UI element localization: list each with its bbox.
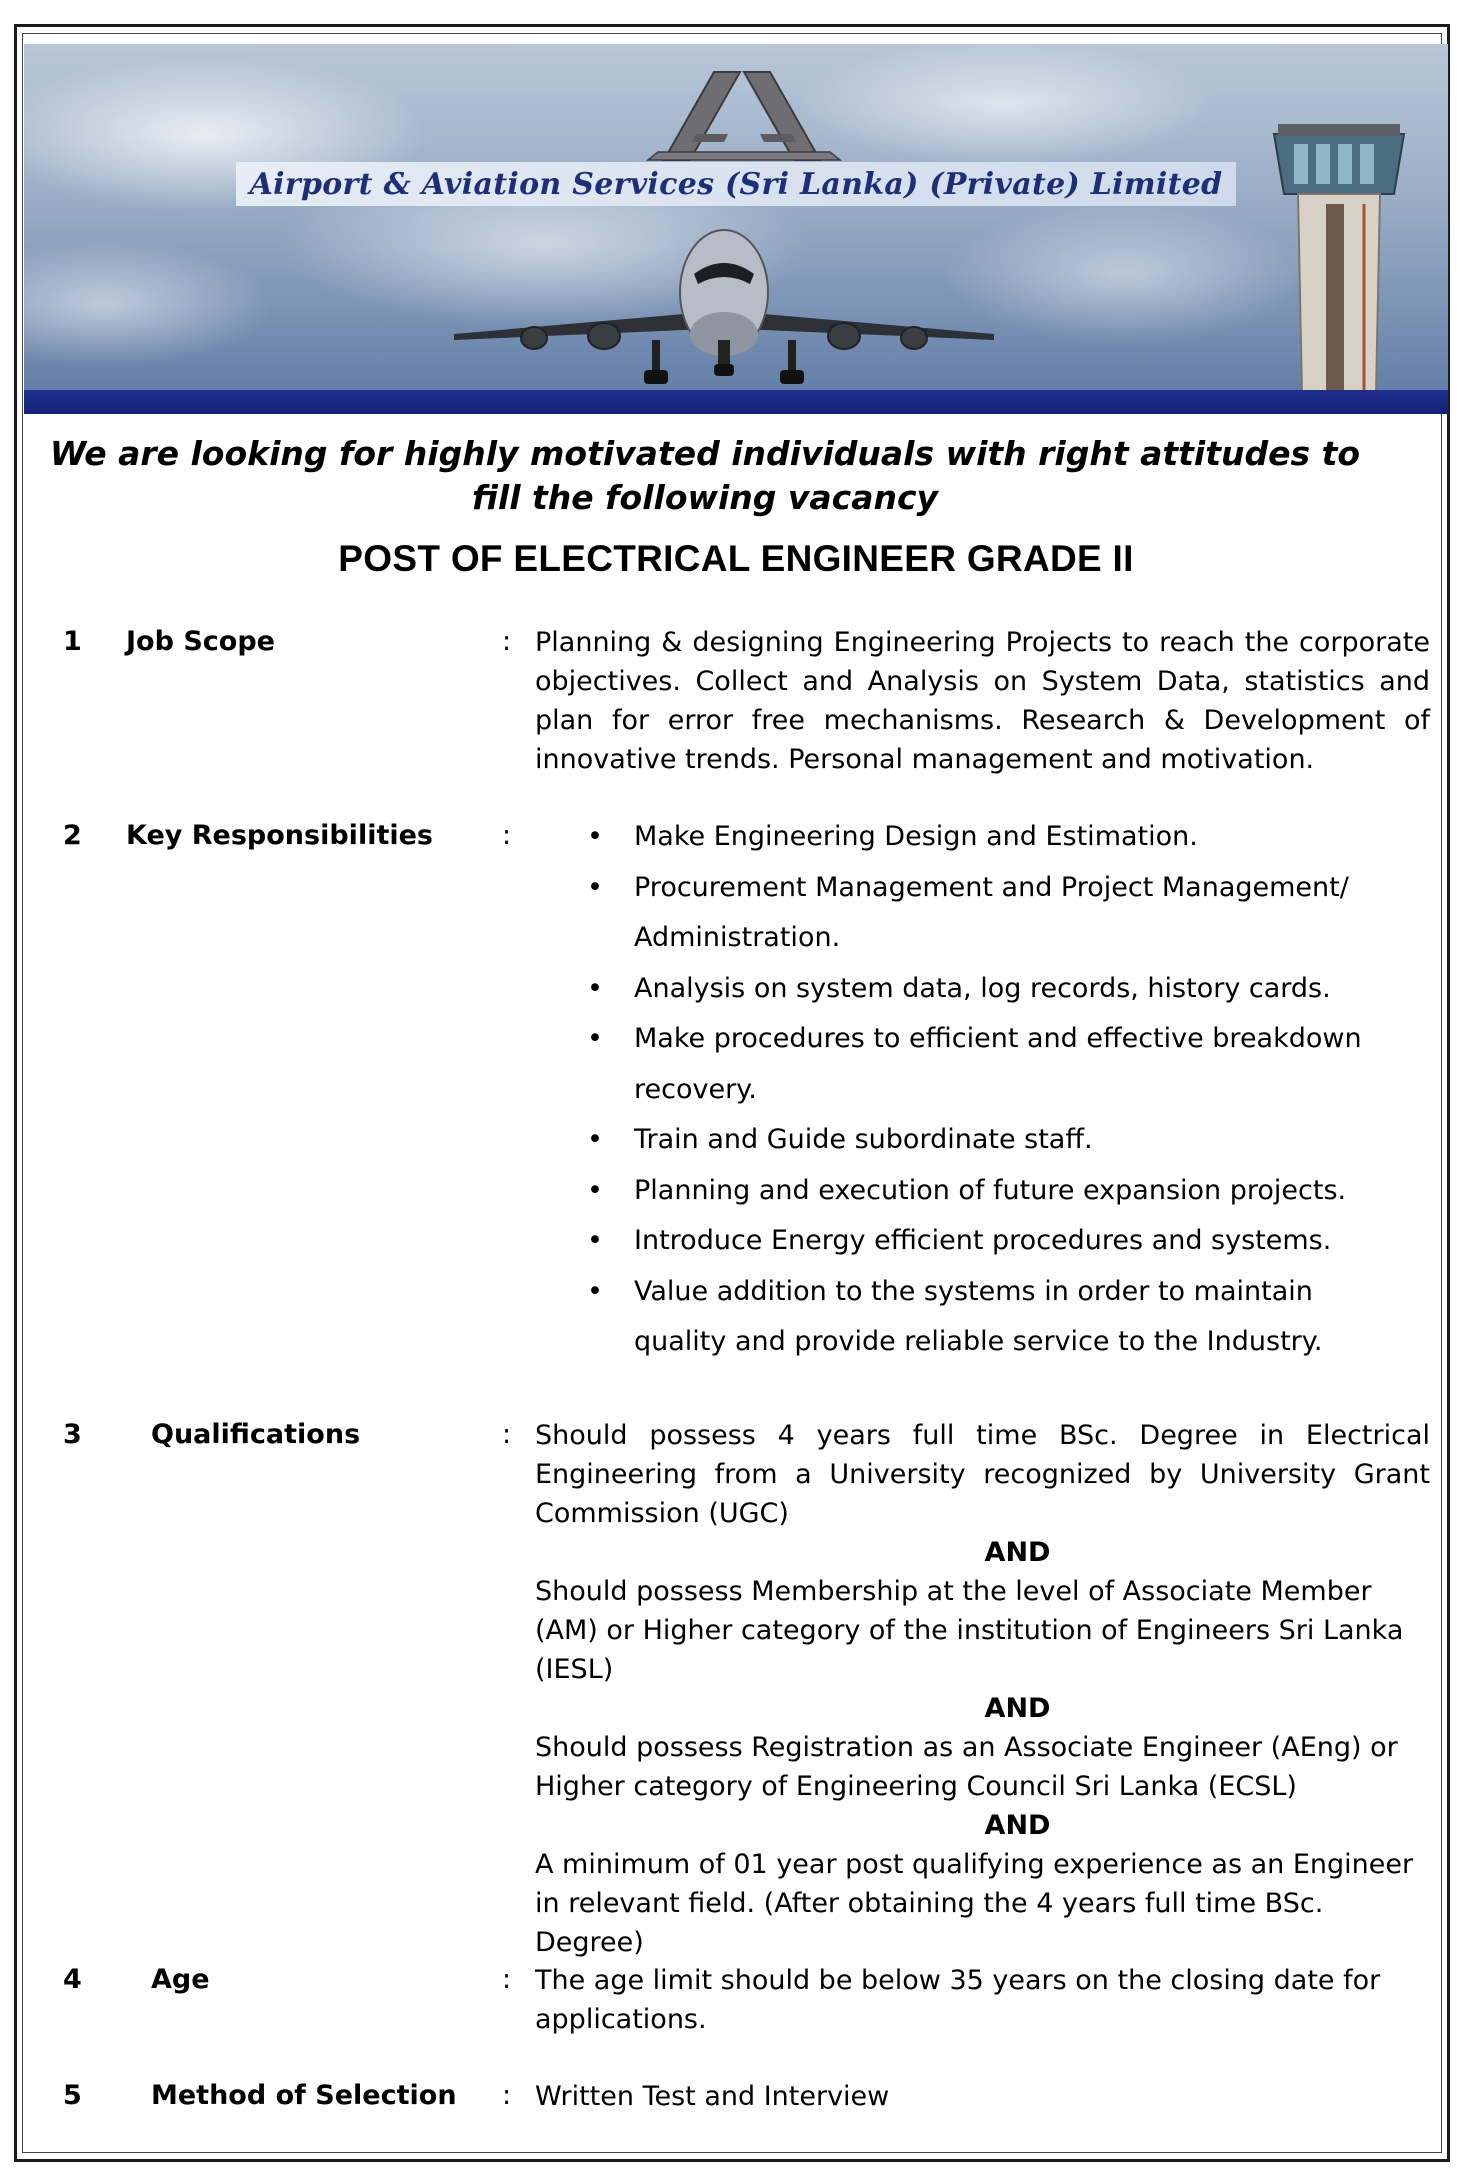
list-item: • Procurement Management and Project Management/	[535, 863, 1430, 914]
section-colon: :	[502, 2080, 512, 2111]
bullet-dot-icon: •	[587, 972, 603, 1004]
bullet-dot-icon: •	[587, 1275, 603, 1307]
section-text: Planning & designing Engineering Projects to reach the corporate objectives. Collect and Analysis on System Data, statistics and plan for error free mechanisms. Research & Development of innovative trends. Personal management and motivation.	[535, 627, 1430, 775]
bullet-dot-icon: •	[587, 1124, 603, 1155]
intro-text: We are looking for highly motivated individuals with right attitudes to fill the following vacancy	[49, 434, 1361, 517]
qualification-membership: Should possess Membership at the level of Associate Member (AM) or Higher category of the institution of Engineers Sri Lanka (IESL)	[535, 1576, 1404, 1685]
company-name-bar	[236, 162, 1236, 206]
section-colon: :	[502, 1964, 512, 1995]
section-label: Job Scope	[126, 626, 275, 657]
section-number: 2	[63, 820, 82, 851]
section-number: 5	[63, 2080, 82, 2111]
list-item: recovery.	[634, 1073, 757, 1105]
bullet-dot-icon: •	[587, 1023, 603, 1054]
section-label: Qualifications	[151, 1419, 361, 1450]
section-label: Method of Selection	[151, 2080, 457, 2111]
bullet-dot-icon: •	[587, 1225, 603, 1256]
qualification-experience: A minimum of 01 year post qualifying experience as an Engineer in relevant field. (After obtaining the 4 years full time BSc. Degree)	[535, 1849, 1414, 1958]
section-label: Age	[151, 1964, 210, 1995]
list-item: • Train and Guide subordinate staff.	[535, 1115, 1430, 1166]
post-title: POST OF ELECTRICAL ENGINEER GRADE II	[338, 538, 1134, 579]
section-text: The age limit should be below 35 years on the closing date for applications.	[535, 1965, 1381, 2035]
banner-stripe	[24, 390, 1448, 414]
list-item: • Value addition to the systems in order to maintain	[535, 1267, 1430, 1318]
airplane-icon	[444, 222, 1004, 392]
list-item: quality and provide reliable service to the Industry.	[634, 1326, 1323, 1357]
control-tower-icon	[1264, 94, 1414, 394]
section-text: Written Test and Interview	[535, 2081, 890, 2112]
list-item: • Make procedures to efficient and effective breakdown	[535, 1014, 1430, 1065]
section-number: 3	[63, 1419, 82, 1450]
qualifications-text	[535, 1416, 1430, 1962]
aasl-logo-icon	[644, 64, 844, 164]
and-label: AND	[984, 1810, 1051, 1841]
section-colon: :	[502, 820, 512, 851]
bullet-dot-icon: •	[587, 1174, 603, 1206]
company-name: Airport & Aviation Services (Sri Lanka) (Private) Limited	[249, 166, 1223, 202]
list-item: Administration.	[634, 922, 841, 953]
list-item: • Introduce Energy efficient procedures and systems.	[535, 1216, 1430, 1267]
and-label: AND	[984, 1693, 1051, 1724]
section-number: 4	[63, 1964, 82, 1995]
list-item: • Analysis on system data, log records, history cards.	[535, 964, 1430, 1015]
and-label: AND	[984, 1537, 1051, 1568]
section-number: 1	[63, 626, 82, 657]
section-colon: :	[502, 1419, 512, 1450]
responsibilities-list	[535, 812, 1430, 1368]
bullet-dot-icon: •	[587, 821, 603, 852]
qualification-registration: Should possess Registration as an Associate Engineer (AEng) or Higher category of Engineering Council Sri Lanka (ECSL)	[535, 1732, 1398, 1802]
list-item: • Make Engineering Design and Estimation.	[535, 812, 1430, 863]
qualification-degree: Should possess 4 years full time BSc. Degree in Electrical Engineering from a University recognized by University Grant Commission (UGC)	[535, 1420, 1430, 1529]
bullet-dot-icon: •	[587, 871, 603, 903]
list-item: • Planning and execution of future expansion projects.	[535, 1166, 1430, 1217]
header-banner	[24, 44, 1448, 414]
section-label: Key Responsibilities	[126, 820, 433, 851]
section-colon: :	[502, 626, 512, 657]
